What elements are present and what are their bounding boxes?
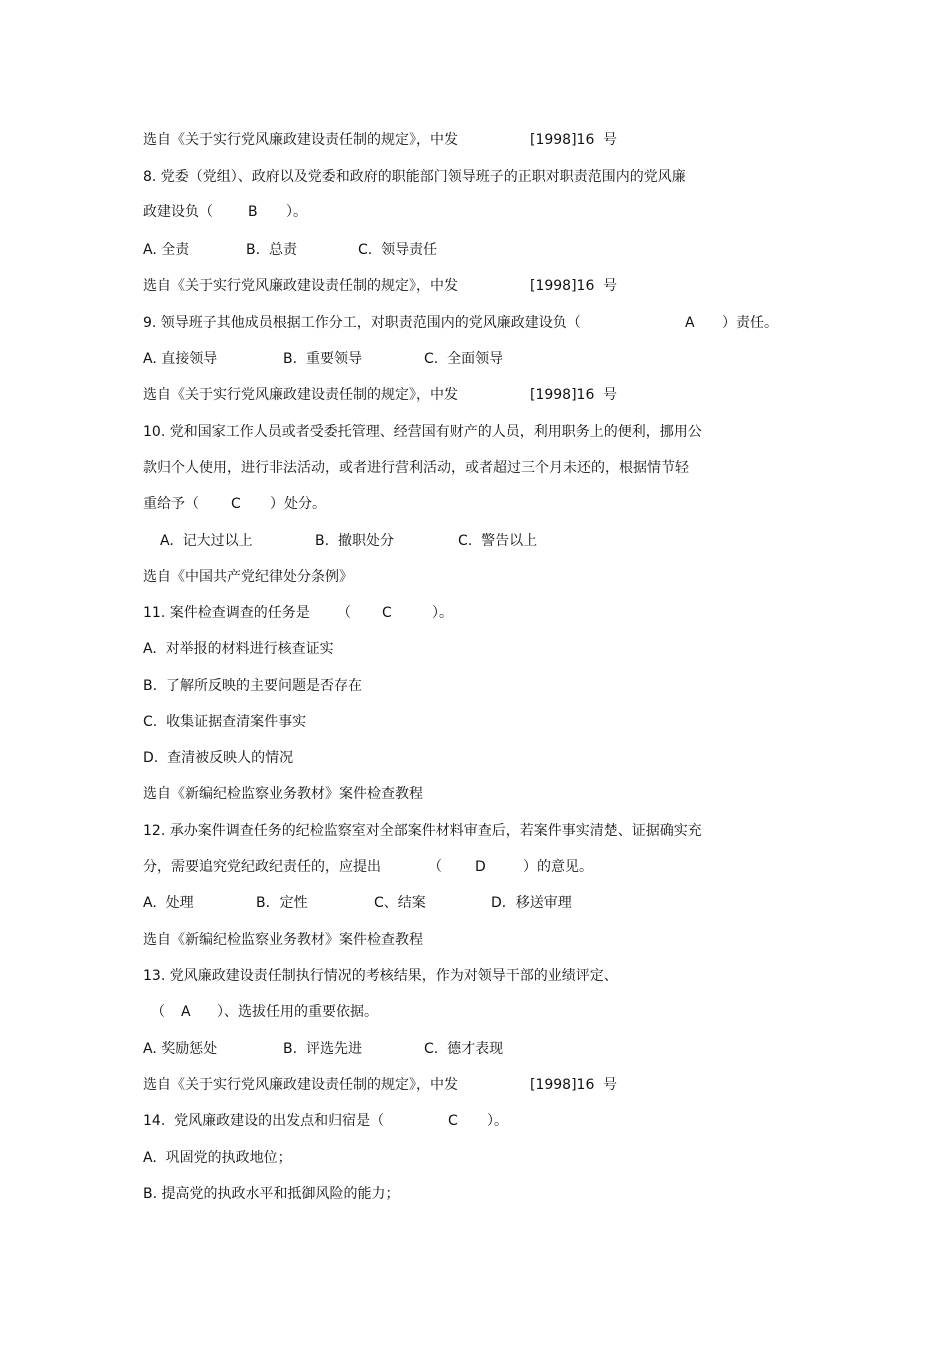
text-segment: 12. 承办案件调查任务的纪检监察室对全部案件材料审查后，若案件事实清楚、证据确实充 xyxy=(143,823,702,839)
text-segment: B. 撤职处分 xyxy=(315,533,394,549)
text-segment: 号 xyxy=(603,387,617,403)
text-segment: 选自《关于实行党风廉政建设责任制的规定》，中发 xyxy=(143,132,458,148)
text-segment: B. 总责 xyxy=(246,242,297,258)
text-segment: 选自《关于实行党风廉政建设责任制的规定》，中发 xyxy=(143,278,458,294)
text-segment: C xyxy=(448,1113,458,1129)
text-segment: D xyxy=(475,859,486,875)
text-segment: B. 评选先进 xyxy=(283,1041,362,1057)
text-segment: 14. 党风廉政建设的出发点和归宿是（ xyxy=(143,1113,385,1129)
text-segment: B．定性 xyxy=(256,895,308,911)
text-segment: 选自《中国共产党纪律处分条例》 xyxy=(143,569,353,585)
text-segment: （ xyxy=(151,1004,165,1020)
text-segment: 款归个人使用，进行非法活动，或者进行营利活动，或者超过三个月未还的，根据情节轻 xyxy=(143,460,689,476)
text-segment: B xyxy=(248,204,258,220)
text-segment: D．移送审理 xyxy=(491,895,572,911)
text-segment: C xyxy=(382,605,392,621)
text-segment: 选自《关于实行党风廉政建设责任制的规定》，中发 xyxy=(143,387,458,403)
text-segment: [1998]16 xyxy=(530,132,595,148)
text-segment: 号 xyxy=(603,132,617,148)
text-segment: ）的意见。 xyxy=(523,859,593,875)
text-segment: （ xyxy=(428,859,442,875)
text-segment: A xyxy=(181,1004,191,1020)
text-segment: 10. 党和国家工作人员或者受委托管理、经营国有财产的人员，利用职务上的便利，挪用公 xyxy=(143,424,702,440)
text-segment: C. 德才表现 xyxy=(424,1041,504,1057)
text-segment: A. 对举报的材料进行核查证实 xyxy=(143,641,334,657)
text-segment: [1998]16 xyxy=(530,278,595,294)
text-segment: ）、选拔任用的重要依据。 xyxy=(217,1004,378,1020)
text-segment: A. 巩固党的执政地位； xyxy=(143,1150,292,1166)
text-segment: 选自《新编纪检监察业务教材》案件检查教程 xyxy=(143,786,423,802)
text-segment: B. 了解所反映的主要问题是否存在 xyxy=(143,678,362,694)
text-segment: 选自《关于实行党风廉政建设责任制的规定》，中发 xyxy=(143,1077,458,1093)
text-segment: B. 提高党的执政水平和抵御风险的能力； xyxy=(143,1186,400,1202)
text-segment: C xyxy=(231,496,241,512)
text-segment: D. 查清被反映人的情况 xyxy=(143,750,294,766)
text-segment: A. 直接领导 xyxy=(143,351,218,367)
text-segment: 重给予（ xyxy=(143,496,199,512)
text-segment: A. 全责 xyxy=(143,242,190,258)
text-segment: 分，需要追究党纪政纪责任的，应提出 xyxy=(143,859,381,875)
text-segment: A. 处理 xyxy=(143,895,194,911)
text-segment: ）。 xyxy=(286,204,307,220)
text-segment: C、结案 xyxy=(374,895,426,911)
text-segment: ）处分。 xyxy=(270,496,326,512)
text-segment: A xyxy=(685,315,695,331)
text-segment: ）责任。 xyxy=(722,315,778,331)
text-segment: （ xyxy=(337,605,351,621)
text-segment: ）。 xyxy=(487,1113,508,1129)
text-segment: B. 重要领导 xyxy=(283,351,362,367)
text-segment: [1998]16 xyxy=(530,387,595,403)
text-segment: A. 记大过以上 xyxy=(160,533,253,549)
text-segment: C. 领导责任 xyxy=(358,242,438,258)
text-segment: 11. 案件检查调查的任务是 xyxy=(143,605,310,621)
text-segment: A. 奖励惩处 xyxy=(143,1041,218,1057)
text-segment: 号 xyxy=(603,1077,617,1093)
text-segment: ）。 xyxy=(432,605,453,621)
text-segment: 9. 领导班子其他成员根据工作分工，对职责范围内的党风廉政建设负（ xyxy=(143,315,581,331)
text-segment: C. 全面领导 xyxy=(424,351,504,367)
text-segment: [1998]16 xyxy=(530,1077,595,1093)
text-segment: 13. 党风廉政建设责任制执行情况的考核结果，作为对领导干部的业绩评定、 xyxy=(143,968,618,984)
text-segment: C. 警告以上 xyxy=(458,533,538,549)
text-segment: 8. 党委（党组）、政府以及党委和政府的职能部门领导班子的正职对职责范围内的党风廉 xyxy=(143,169,686,185)
text-segment: C. 收集证据查清案件事实 xyxy=(143,714,307,730)
text-segment: 选自《新编纪检监察业务教材》案件检查教程 xyxy=(143,932,423,948)
text-segment: 号 xyxy=(603,278,617,294)
text-segment: 政建设负（ xyxy=(143,204,213,220)
